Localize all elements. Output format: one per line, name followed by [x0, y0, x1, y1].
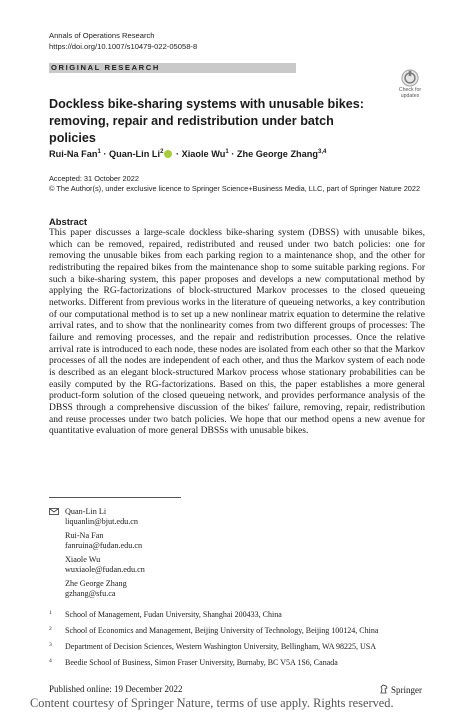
- contact-name: Zhe George Zhang: [65, 579, 127, 588]
- author-name[interactable]: Rui-Na Fan: [49, 149, 98, 160]
- affiliation-number: 3: [49, 642, 52, 648]
- author-list: [49, 146, 326, 160]
- author-separator: ·: [228, 149, 237, 160]
- author-name[interactable]: Quan-Lin Li: [109, 149, 161, 160]
- published-date: Published online: 19 December 2022: [49, 684, 183, 694]
- contact-name: Quan-Lin Li: [65, 507, 107, 516]
- author-separator: ·: [173, 149, 182, 160]
- abstract-body: [49, 228, 425, 438]
- contact-entry: [65, 507, 138, 528]
- author-name[interactable]: Xiaole Wu: [181, 149, 226, 160]
- journal-name: Annals of Operations Research: [49, 31, 155, 40]
- springer-horse-icon: [379, 684, 389, 694]
- mail-icon: [49, 508, 59, 515]
- check-for-updates-badge[interactable]: [393, 67, 427, 101]
- author-affiliation-ref: 2: [160, 149, 164, 155]
- contact-entry: [65, 555, 145, 576]
- author-affiliation-ref: 3,4: [318, 149, 327, 155]
- doi-link[interactable]: https://doi.org/10.1007/s10479-022-05058-8: [49, 42, 198, 51]
- orcid-icon[interactable]: [164, 150, 172, 158]
- author-affiliation-ref: 1: [97, 149, 101, 155]
- section-label: ORIGINAL RESEARCH: [51, 63, 160, 72]
- journal-header: [49, 30, 197, 52]
- check-for-updates-text: Check for updates: [398, 87, 422, 99]
- affiliation-number: 1: [49, 610, 52, 616]
- article-title: Dockless bike-sharing systems with unusable bikes: removing, repair and redistribution under batch policies: [49, 97, 364, 145]
- affiliation-text: Department of Decision Sciences, Western Washington University, Bellingham, WA 98225, USA: [65, 642, 377, 651]
- contact-entry: [65, 579, 127, 600]
- contact-email[interactable]: liquanlin@bjut.edu.cn: [65, 517, 139, 527]
- affiliation-text: Beedie School of Business, Simon Fraser University, Burnaby, BC V5A 1S6, Canada: [65, 658, 338, 667]
- affiliation-number: 4: [49, 658, 52, 664]
- affiliation-text: School of Economics and Management, Beijing University of Technology, Beijing 100124, China: [65, 626, 379, 635]
- check-for-updates-icon: [401, 69, 419, 87]
- contact-name: Xiaole Wu: [65, 555, 101, 564]
- affiliation-number: 2: [49, 626, 52, 632]
- author-name[interactable]: Zhe George Zhang: [236, 149, 319, 160]
- section-bar: [49, 63, 296, 73]
- abstract-heading: Abstract: [49, 216, 88, 227]
- footnote-divider: [49, 497, 181, 498]
- contact-email[interactable]: fanruina@fudan.edu.cn: [65, 541, 143, 551]
- contact-email[interactable]: gzhang@sfu.ca: [65, 589, 116, 599]
- contact-entry: [65, 531, 142, 552]
- author-separator: ·: [100, 149, 110, 160]
- accepted-date: Accepted: 31 October 2022: [49, 174, 139, 183]
- abstract-text: This paper discusses a large-scale dockless bike-sharing system (DBSS) with unusable bikes, which can be removed, repaired, redistributed and reused under two batch policies: one for removing the unusable bikes from each parking region to a maintenance shop, and the other for redistributing the repaired bikes from the maintenance shop to some suitable parking regions. For such a bike-sharing system, this paper proposes and develops a new computational method by applying the RG-factorizations of block-structured Markov processes to the closed queueing networks. Different from previous works in the literature of queueing networks, a key contribution of our computational method is to set up a new nonlinear matrix equation to determine the relative arrival rates, and to show that the nonlinearity comes from two different groups of processes: The failure and removing processes, and the repair and redistribution processes. Once the relative arrival rate is introduced to each node, these nodes are isolated from each other so that the Markov processes of all the nodes are independent of each other, and thus the Markov system of each node is described as an elegant block-structured Markov process whose stationary probabilities can be easily computed by the RG-factorizations. Based on this, the paper establishes a more general product-form solution of the closed queueing network, and provides performance analysis of the DBSS through a comprehensive discussion of the bikes' failure, removing, repair, redistribution and reuse processes under two batch policies. We hope that our method opens a new avenue for quantitative evaluation of more general DBSSs with unusable bikes.: [49, 228, 425, 437]
- copyright-notice: © The Author(s), under exclusive licence to Springer Science+Business Media, LLC, part of Springer Nature 2022: [49, 184, 421, 193]
- author-affiliation-ref: 1: [225, 149, 229, 155]
- contact-email[interactable]: wuxiaole@fudan.edu.cn: [65, 565, 145, 575]
- publisher-name: Springer: [391, 685, 422, 695]
- courtesy-notice: Content courtesy of Springer Nature, terms of use apply. Rights reserved.: [30, 696, 394, 710]
- affiliation-text: School of Management, Fudan University, Shanghai 200433, China: [65, 610, 282, 619]
- contact-name: Rui-Na Fan: [65, 531, 104, 540]
